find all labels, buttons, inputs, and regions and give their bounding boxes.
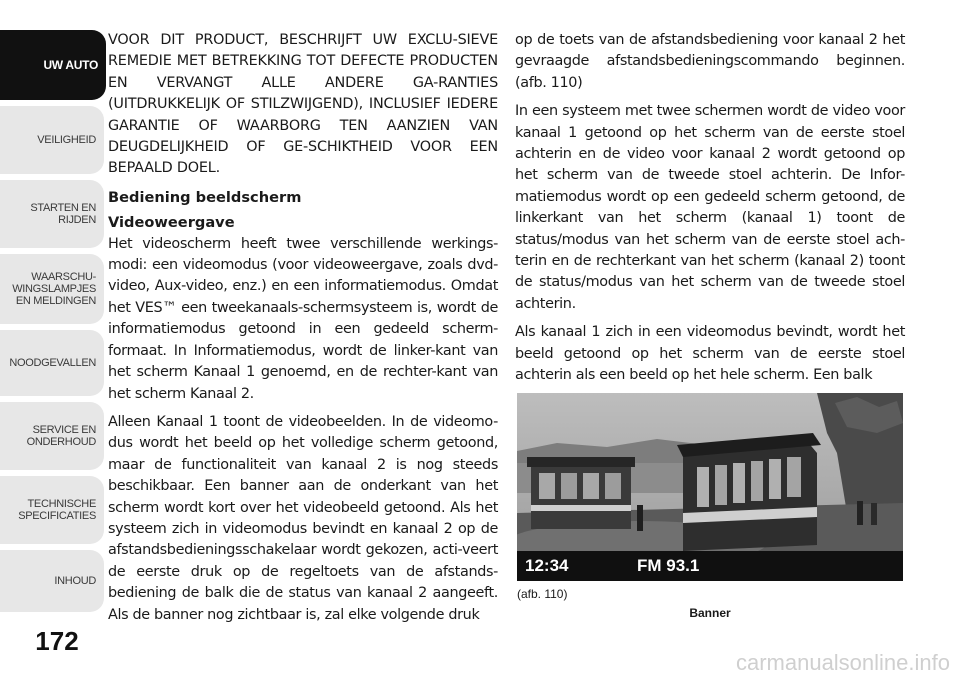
chapter-tabs <box>0 0 108 612</box>
subsection-heading: Videoweergave <box>108 214 235 232</box>
tab-veiligheid[interactable] <box>0 106 104 174</box>
tab-inhoud[interactable] <box>0 550 104 612</box>
body-paragraph: Als kanaal 1 zich in een videomodus bevindt, wordt het beeld getoond op het scherm van de eerste stoel achterin als een beeld op het hele scherm. Een balk <box>515 324 905 384</box>
tab-label: SERVICE EN ONDERHOUD <box>26 424 96 448</box>
body-paragraph: Alleen Kanaal 1 toont de videobeelden. In de videomo-dus wordt het beeld op het volledige scherm getoond, maar de functionaliteit van kanaal 2 is nog steeds beschikbaar. Een banner aan de onderkant van het scherm wordt kort over het videobeeld getoond. Als het systeem zich in videomodus bevindt en kanaal 2 op de afstandsbedieningsschakelaar wordt gekozen, acti-veert de eerste druk op de regeltoets van de afstands-bediening de balk die de status van kanaal 2 aangeeft. Als de banner nog zichtbaar is, zal elke volgende druk <box>108 413 498 623</box>
tab-noodgevallen[interactable] <box>0 330 104 396</box>
tab-label: WAARSCHU- WINGSLAMPJES EN MELDINGEN <box>12 271 96 307</box>
banner-radio-station: FM 93.1 <box>637 556 700 575</box>
tab-label: INHOUD <box>54 575 96 587</box>
banner-clock: 12:34 <box>525 556 569 575</box>
warranty-paragraph: VOOR DIT PRODUCT, BESCHRIJFT UW EXCLU-SIEVE REMEDIE MET BETREKKING TOT DEFECTE PRODUCTEN EN VERVANGT ALLE ANDERE GA-RANTIES (UITDRUKKELIJK OF STILZWIJGEND), INCLUSIEF IEDERE GARANTIE OF WAARBORG TEN AANZIEN VAN DEUGDELIJKHEID OF GE-SCHIKTHEID VOOR EEN BEPAALD DOEL. <box>108 32 498 177</box>
figure-caption: Banner <box>689 606 731 620</box>
body-paragraph: op de toets van de afstandsbediening voor kanaal 2 het gevraagde afstandsbedieningscommando beginnen. (afb. 110) <box>515 32 905 91</box>
figure-reference: (afb. 110) <box>517 587 568 601</box>
section-heading: Bediening beeldscherm <box>108 188 302 206</box>
watermark-text: carmanualsonline.info <box>735 650 950 675</box>
right-column <box>515 30 905 394</box>
body-paragraph: In een systeem met twee schermen wordt de video voor kanaal 1 getoond op het scherm van de eerste stoel achterin en de video voor kanaal 2 wordt getoond op het scherm van de tweede stoel achterin. De Infor-matiemodus wordt op een gedeeld scherm getoond, de linkerkant van het scherm (kanaal 1) toont de status/modus van het scherm van de eerste stoel ach-terin en de rechterkant van het scherm (kanaal 2) toont de status/modus van het scherm van de tweede stoel achterin. <box>515 103 905 312</box>
tab-waarschuwingslampjes[interactable] <box>0 254 104 324</box>
tab-service-en-onderhoud[interactable] <box>0 402 104 470</box>
body-paragraph: Het videoscherm heeft twee verschillende werkings-modi: een videomodus (voor videoweergave, zoals dvd-video, Aux-video, enz.) en een informatiemodus. Omdat het VES™ een tweekanaals-schermsysteem is, wordt de informatiemodus getoond in een gedeeld scherm-formaat. In Informatiemodus, wordt de linker-kant van het scherm Kanaal 1 genoemd, en de rechter-kant van het scherm Kanaal 2. <box>108 235 498 402</box>
left-column <box>108 30 498 633</box>
tab-uw-auto[interactable] <box>0 30 106 100</box>
tab-label: STARTEN EN RIJDEN <box>30 202 96 226</box>
tab-technische-specificaties[interactable] <box>0 476 104 544</box>
tab-label: NOODGEVALLEN <box>9 357 96 369</box>
video-screen-figure <box>517 393 903 581</box>
status-banner <box>517 551 903 581</box>
tab-label: TECHNISCHE SPECIFICATIES <box>18 498 96 522</box>
tab-starten-en-rijden[interactable] <box>0 180 104 248</box>
page-number: 172 <box>35 626 79 656</box>
tab-label: VEILIGHEID <box>37 134 96 146</box>
tab-label: UW AUTO <box>43 58 98 72</box>
